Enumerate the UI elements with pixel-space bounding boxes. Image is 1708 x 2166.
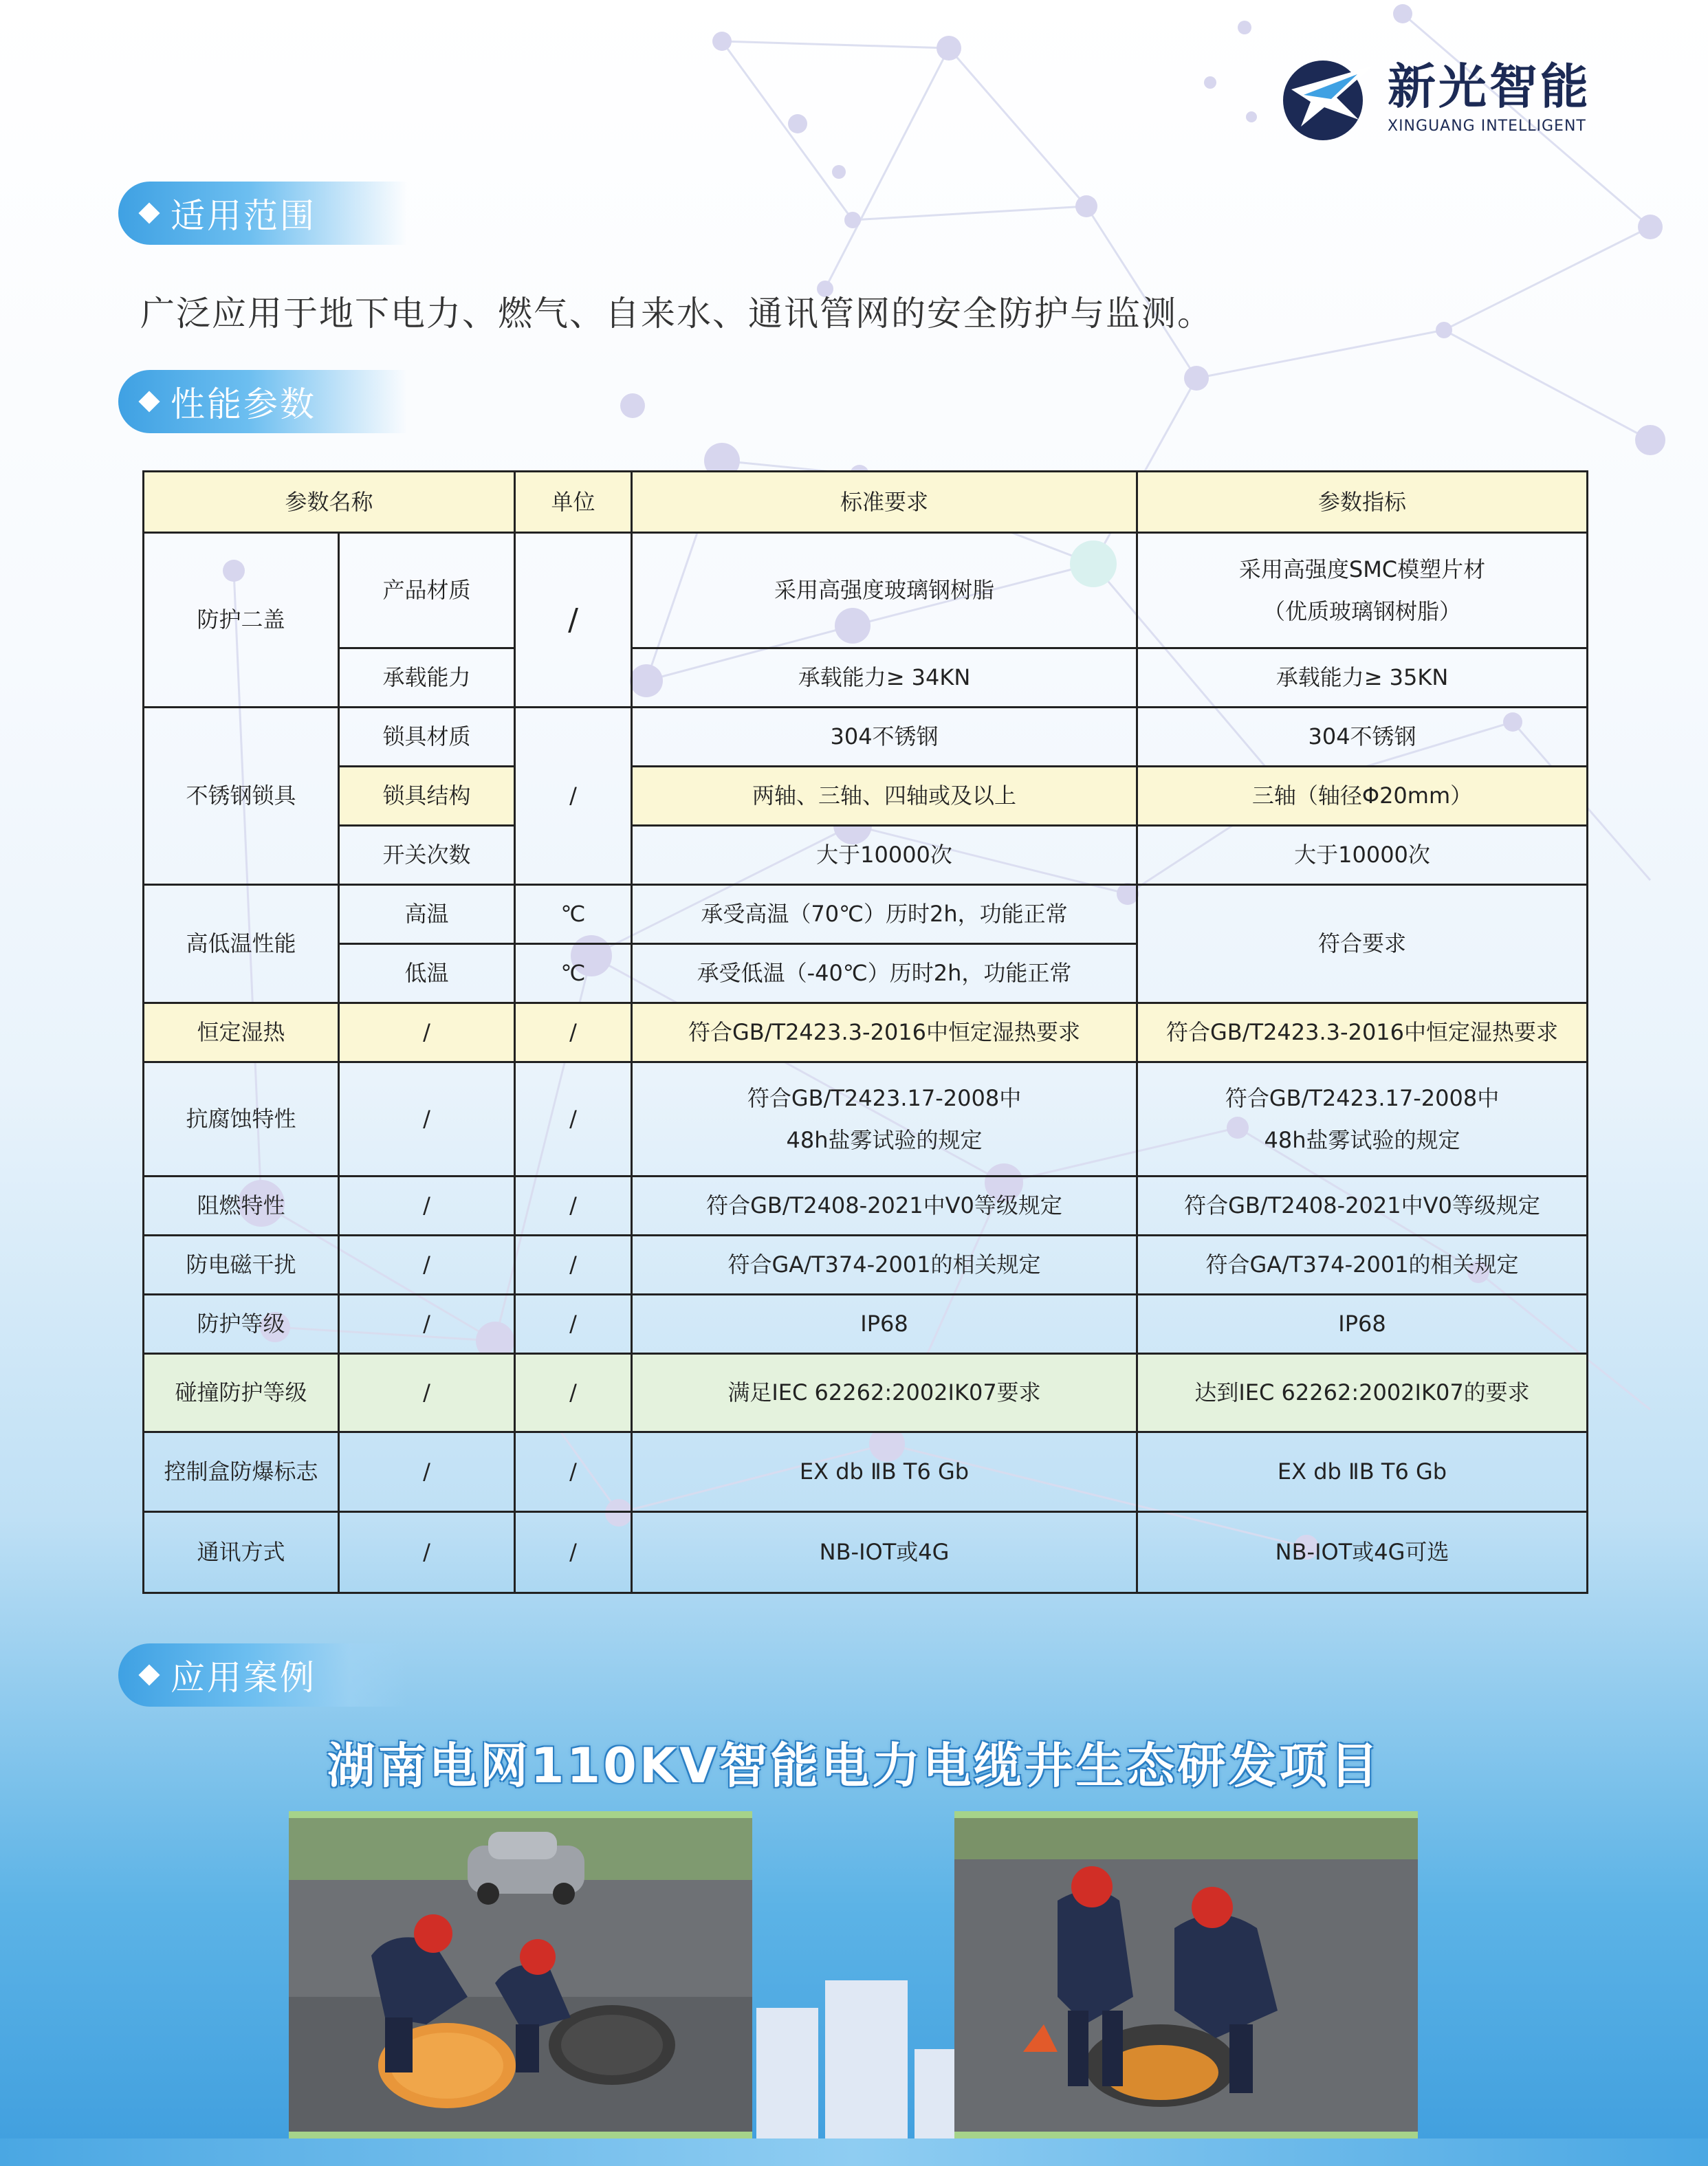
sub-param: 锁具结构	[339, 767, 515, 826]
table-row	[144, 1003, 1588, 1062]
spec-cell: 符合要求	[1137, 885, 1588, 1003]
spec-cell: IP68	[1137, 1295, 1588, 1354]
sub-param: /	[339, 1177, 515, 1236]
table-row	[144, 708, 1588, 767]
standard-cell: 承受低温（-40℃）历时2h，功能正常	[632, 944, 1137, 1003]
diamond-bullet-icon	[138, 202, 160, 223]
spec-cell: 大于10000次	[1137, 826, 1588, 885]
logo-name-cn: 新光智能	[1388, 58, 1591, 115]
table-row	[144, 648, 1588, 708]
sub-param: /	[339, 1354, 515, 1432]
unit-cell: ℃	[515, 885, 632, 944]
standard-cell: 大于10000次	[632, 826, 1137, 885]
sub-param: /	[339, 1432, 515, 1512]
param-name: 恒定湿热	[144, 1003, 339, 1062]
standard-line: 符合GB/T2423.17-2008中	[747, 1084, 1022, 1111]
spec-cell: 符合GB/T2423.3-2016中恒定湿热要求	[1137, 1003, 1588, 1062]
spec-cell: 符合GA/T374-2001的相关规定	[1137, 1236, 1588, 1295]
logo-name-en: XINGUANG INTELLIGENT	[1388, 117, 1586, 135]
unit-cell: /	[515, 708, 632, 885]
sub-param: /	[339, 1003, 515, 1062]
unit-cell: /	[515, 1354, 632, 1432]
case-photo-1-illustration	[289, 1818, 752, 2132]
unit-cell: /	[515, 1432, 632, 1512]
spec-cell: NB-IOT或4G可选	[1137, 1512, 1588, 1593]
section-title-cases-text: 应用案例	[171, 1658, 316, 1698]
table-row	[144, 1062, 1588, 1177]
logo-bird-icon	[1276, 54, 1379, 143]
sub-param: /	[339, 1295, 515, 1354]
spec-cell	[1137, 533, 1588, 648]
spec-line: 符合GB/T2423.17-2008中	[1225, 1084, 1500, 1111]
standard-cell: 承载能力≥ 34KN	[632, 648, 1137, 708]
table-row	[144, 1236, 1588, 1295]
section-title-scope	[118, 182, 407, 245]
case-photo-2	[954, 1811, 1418, 2138]
sub-param: 高温	[339, 885, 515, 944]
header-unit: 单位	[515, 472, 632, 533]
header-spec: 参数指标	[1137, 472, 1588, 533]
standard-cell: 符合GB/T2423.3-2016中恒定湿热要求	[632, 1003, 1137, 1062]
group-name-lock: 不锈钢锁具	[144, 708, 339, 885]
standard-line: 48h盐雾试验的规定	[786, 1126, 983, 1153]
group-name-temp: 高低温性能	[144, 885, 339, 1003]
sub-param: 锁具材质	[339, 708, 515, 767]
standard-cell: NB-IOT或4G	[632, 1512, 1137, 1593]
sub-param: 低温	[339, 944, 515, 1003]
table-row	[144, 1512, 1588, 1593]
param-name: 通讯方式	[144, 1512, 339, 1593]
spec-cell: 符合GB/T2408-2021中V0等级规定	[1137, 1177, 1588, 1236]
unit-cell: /	[515, 1177, 632, 1236]
param-name: 防电磁干扰	[144, 1236, 339, 1295]
spec-cell: EX db ⅡB T6 Gb	[1137, 1432, 1588, 1512]
section-title-params	[118, 370, 407, 433]
param-name: 控制盒防爆标志	[144, 1432, 339, 1512]
standard-cell	[632, 1062, 1137, 1177]
sub-param: 承载能力	[339, 648, 515, 708]
sub-param: /	[339, 1062, 515, 1177]
header-param-name: 参数名称	[144, 472, 515, 533]
project-title: 湖南电网110KV智能电力电缆井生态研发项目	[327, 1738, 1381, 1794]
case-photo-2-illustration	[954, 1818, 1418, 2132]
performance-parameter-table	[142, 470, 1588, 1594]
spec-cell: 304不锈钢	[1137, 708, 1588, 767]
table-row	[144, 1432, 1588, 1512]
spec-cell: 三轴（轴径Φ20mm）	[1137, 767, 1588, 826]
unit-cell: /	[515, 533, 632, 708]
spec-line: 采用高强度SMC模塑片材	[1238, 556, 1486, 582]
standard-cell: 304不锈钢	[632, 708, 1137, 767]
unit-cell: /	[515, 1236, 632, 1295]
standard-cell: EX db ⅡB T6 Gb	[632, 1432, 1137, 1512]
standard-cell: 采用高强度玻璃钢树脂	[632, 533, 1137, 648]
group-name-cover: 防护二盖	[144, 533, 339, 708]
table-row	[144, 1295, 1588, 1354]
table-row	[144, 1177, 1588, 1236]
table-row	[144, 533, 1588, 648]
section-title-scope-text: 适用范围	[171, 196, 316, 236]
unit-cell: /	[515, 1512, 632, 1593]
table-header-row	[144, 472, 1588, 533]
param-name: 碰撞防护等级	[144, 1354, 339, 1432]
param-name: 防护等级	[144, 1295, 339, 1354]
sub-param: 产品材质	[339, 533, 515, 648]
param-name: 抗腐蚀特性	[144, 1062, 339, 1177]
standard-cell: 符合GA/T374-2001的相关规定	[632, 1236, 1137, 1295]
spec-line: 48h盐雾试验的规定	[1264, 1126, 1460, 1153]
spec-cell	[1137, 1062, 1588, 1177]
unit-cell: /	[515, 1003, 632, 1062]
diamond-bullet-icon	[138, 391, 160, 412]
param-name: 阻燃特性	[144, 1177, 339, 1236]
section-title-cases	[118, 1643, 407, 1707]
table-row	[144, 826, 1588, 885]
section-title-params-text: 性能参数	[171, 384, 316, 424]
unit-cell: /	[515, 1295, 632, 1354]
spec-line: （优质玻璃钢树脂）	[1263, 598, 1462, 624]
bottom-decoration-strip	[0, 2138, 1708, 2166]
spec-cell: 承载能力≥ 35KN	[1137, 648, 1588, 708]
spec-cell: 达到IEC 62262:2002IK07的要求	[1137, 1354, 1588, 1432]
case-photo-1	[289, 1811, 752, 2138]
table-row	[144, 767, 1588, 826]
header-standard: 标准要求	[632, 472, 1137, 533]
sub-param: /	[339, 1236, 515, 1295]
standard-cell: 符合GB/T2408-2021中V0等级规定	[632, 1177, 1137, 1236]
standard-cell: 承受高温（70℃）历时2h，功能正常	[632, 885, 1137, 944]
standard-cell: 两轴、三轴、四轴或及以上	[632, 767, 1137, 826]
unit-cell: /	[515, 1062, 632, 1177]
table-row	[144, 1354, 1588, 1432]
unit-cell: ℃	[515, 944, 632, 1003]
sub-param: 开关次数	[339, 826, 515, 885]
standard-cell: IP68	[632, 1295, 1137, 1354]
sub-param: /	[339, 1512, 515, 1593]
scope-description: 广泛应用于地下电力、燃气、自来水、通讯管网的安全防护与监测。	[140, 294, 1213, 333]
table-row	[144, 885, 1588, 944]
diamond-bullet-icon	[138, 1664, 160, 1685]
standard-cell: 满足IEC 62262:2002IK07要求	[632, 1354, 1137, 1432]
brand-logo	[1276, 54, 1591, 143]
